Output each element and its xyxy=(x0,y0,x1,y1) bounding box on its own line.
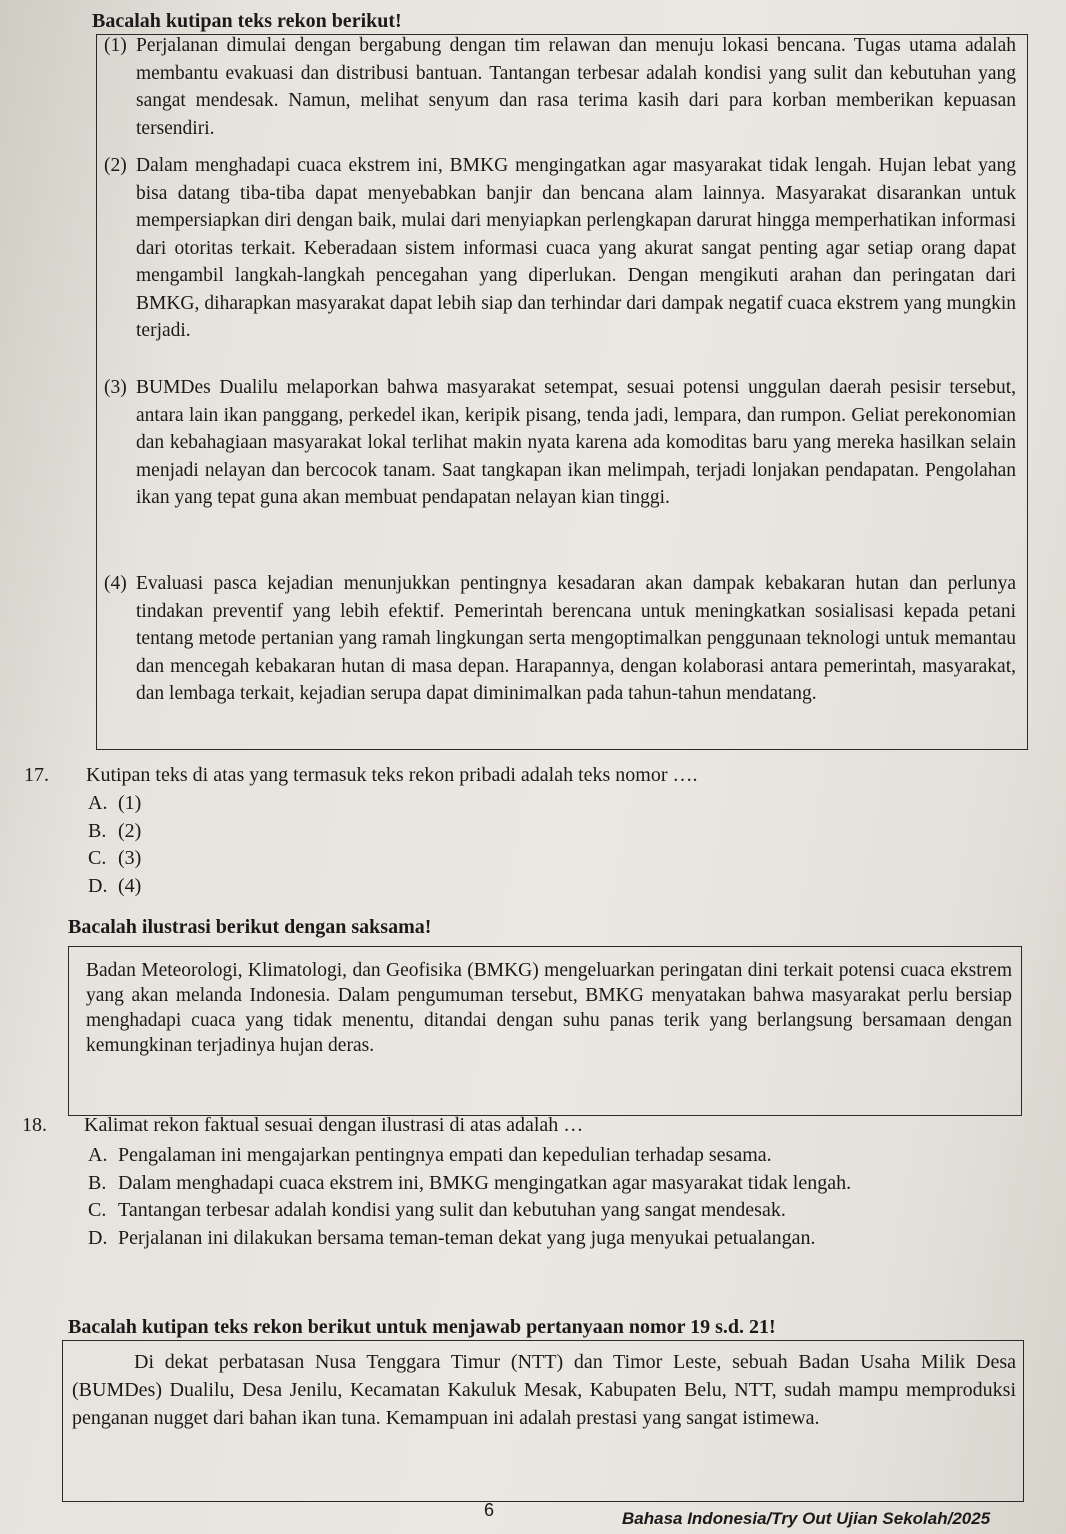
question-18 xyxy=(22,1112,984,1139)
paragraph-4-number: (4) xyxy=(104,573,127,594)
paragraph-4 xyxy=(104,570,1016,708)
passage-text xyxy=(72,1348,1016,1432)
option-text: Tantangan terbesar adalah kondisi yang sulit dan kebutuhan yang sangat mendesak. xyxy=(118,1199,786,1221)
question-18-number: 18. xyxy=(22,1114,47,1136)
passage-content: Di dekat perbatasan Nusa Tenggara Timur (NTT) dan Timor Leste, sebuah Badan Usaha Milik Desa (BUMDes) Dualilu, Desa Jenilu, Kecamatan Kakuluk Mesak, Kabupaten Belu, NTT, sudah mampu memproduksi penganan nugget dari bahan ikan tuna. Kemampuan ini adalah prestasi yang sangat istimewa. xyxy=(72,1351,1016,1429)
illustration-text: Badan Meteorologi, Klimatologi, dan Geofisika (BMKG) mengeluarkan peringatan dini terkait potensi cuaca ekstrem yang akan melanda Indonesia. Dalam pengumuman tersebut, BMKG menyatakan bahwa masyarakat perlu bersiap menghadapi cuaca yang tidak menentu, ditandai dengan suhu panas terik yang berlangsung bersamaan dengan kemungkinan terjadinya hujan deras. xyxy=(86,960,1012,1056)
option-text: Perjalanan ini dilakukan bersama teman-teman dekat yang juga menyukai petualangan. xyxy=(118,1226,816,1249)
option-17-b[interactable] xyxy=(88,818,388,846)
paragraph-2 xyxy=(104,152,1016,345)
option-text: Dalam menghadapi cuaca ekstrem ini, BMKG mengingatkan agar masyarakat tidak lengah. xyxy=(118,1171,852,1194)
option-18-d[interactable] xyxy=(88,1225,1014,1253)
page-number: 6 xyxy=(484,1500,495,1520)
paragraph-1 xyxy=(104,32,1016,142)
option-17-d[interactable] xyxy=(88,873,388,901)
paragraph-3 xyxy=(104,374,1016,512)
option-17-a[interactable] xyxy=(88,790,388,818)
option-letter: B. xyxy=(88,1171,107,1194)
paragraph-4-text: Evaluasi pasca kejadian menunjukkan pentingnya kesadaran akan dampak kebakaran hutan dan perlunya tindakan preventif yang lebih efektif. Pemerintah berencana untuk meningkatkan sosialisasi kepada petani tentang metode pertanian yang ramah lingkungan serta mengoptimalkan penggunaan teknologi untuk memantau dan mencegah kebakaran hutan di masa depan. Harapannya, dengan kolaborasi antara pemerintah, masyarakat, dan lembaga terkait, kejadian serupa dapat diminimalkan pada tahun-tahun mendatang. xyxy=(136,573,1016,704)
option-text: (3) xyxy=(118,847,142,869)
paragraph-2-number: (2) xyxy=(104,155,127,176)
option-letter: A. xyxy=(88,1144,108,1166)
option-18-b[interactable] xyxy=(88,1170,1014,1198)
option-text: (1) xyxy=(118,792,142,814)
option-letter: A. xyxy=(88,792,108,814)
question-18-options xyxy=(88,1142,1014,1252)
option-17-c[interactable] xyxy=(88,845,388,873)
paragraph-3-text: BUMDes Dualilu melaporkan bahwa masyarakat setempat, sesuai potensi unggulan daerah pesisir tersebut, antara lain ikan panggang, perkedel ikan, keripik pisang, tenda jadi, lempara, dan rumpon. Geliat perekonomian dan kebahagiaan masyarakat lokal terlihat makin nyata karena ada komoditas baru yang mereka hasilkan selain menjadi nelayan dan bercocok tanam. Saat tangkapan ikan melimpah, terjadi lonjakan pendapatan. Pengolahan ikan yang tepat guna akan membuat pendapatan nelayan kian tinggi. xyxy=(136,377,1016,508)
question-17-number: 17. xyxy=(24,764,49,786)
section3-heading: Bacalah kutipan teks rekon berikut untuk menjawab pertanyaan nomor 19 s.d. 21! xyxy=(68,1316,776,1338)
paragraph-1-text: Perjalanan dimulai dengan bergabung dengan tim relawan dan menuju lokasi bencana. Tugas utama adalah membantu evakuasi dan distribusi bantuan. Tantangan terbesar adalah kondisi yang sulit dan kebutuhan yang sangat mendesak. Namun, melihat senyum dan rasa terima kasih dari para korban memberikan kepuasan tersendiri. xyxy=(136,35,1016,139)
option-18-a[interactable] xyxy=(88,1142,1014,1170)
paragraph-3-number: (3) xyxy=(104,377,127,398)
option-letter: D. xyxy=(88,874,108,897)
question-18-text: Kalimat rekon faktual sesuai dengan ilustrasi di atas adalah … xyxy=(84,1114,584,1136)
option-text: (4) xyxy=(118,874,142,897)
question-17-text: Kutipan teks di atas yang termasuk teks rekon pribadi adalah teks nomor …. xyxy=(86,764,698,786)
option-letter: C. xyxy=(88,1199,107,1221)
option-text: Pengalaman ini mengajarkan pentingnya empati dan kepedulian terhadap sesama. xyxy=(118,1144,772,1166)
section1-heading: Bacalah kutipan teks rekon berikut! xyxy=(92,10,402,32)
paragraph-2-text: Dalam menghadapi cuaca ekstrem ini, BMKG mengingatkan agar masyarakat tidak lengah. Hujan lebat yang bisa datang tiba-tiba dapat menyebabkan banjir dan bencana alam lainnya. Masyarakat disarankan untuk mempersiapkan diri dengan baik, mulai dari menyiapkan perlengkapan darurat hingga memperhatikan informasi dari otoritas terkait. Keberadaan sistem informasi cuaca yang akurat sangat penting agar setiap orang dapat mengambil langkah-langkah pencegahan yang diperlukan. Dengan mengikuti arahan dan peringatan dari BMKG, diharapkan masyarakat dapat lebih siap dan terhindar dari dampak negatif cuaca ekstrem yang mungkin terjadi. xyxy=(136,155,1016,341)
footer-title: Bahasa Indonesia/Try Out Ujian Sekolah/2025 xyxy=(622,1509,991,1528)
option-18-c[interactable] xyxy=(88,1197,1014,1225)
option-letter: B. xyxy=(88,819,107,842)
question-17-options xyxy=(88,790,388,900)
paragraph-1-number: (1) xyxy=(104,35,127,56)
section2-heading: Bacalah ilustrasi berikut dengan saksama! xyxy=(68,916,432,938)
option-letter: D. xyxy=(88,1226,108,1249)
question-17 xyxy=(24,762,986,789)
option-letter: C. xyxy=(88,847,107,869)
option-text: (2) xyxy=(118,819,142,842)
